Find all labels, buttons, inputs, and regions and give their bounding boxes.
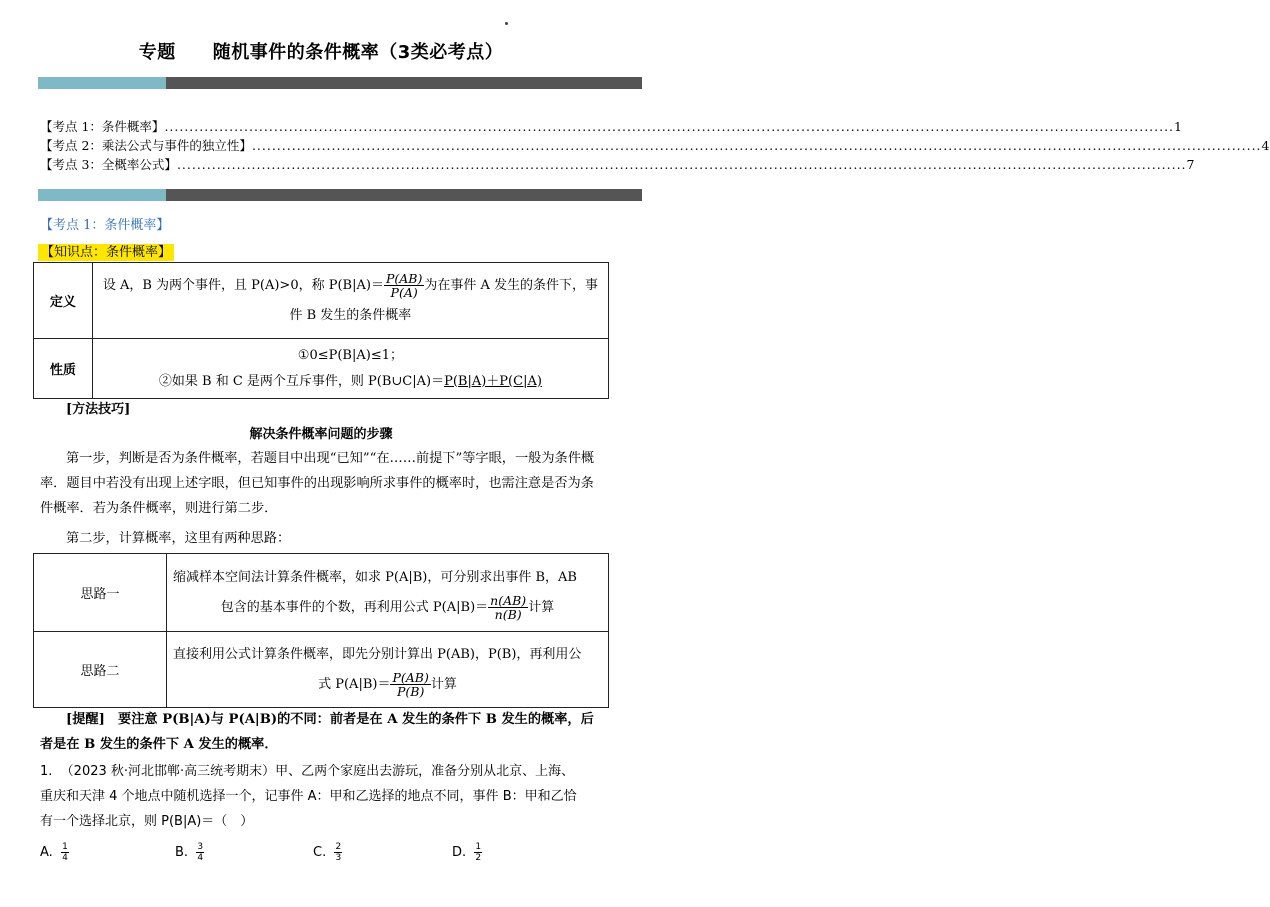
- definition-fraction: $\frac{P(AB)}{P(A)}$: [385, 270, 423, 300]
- option-c[interactable]: C. $\frac{2}{3}$: [313, 842, 342, 863]
- definition-text-2: 为在事件 A 发生的条件下，事: [424, 277, 598, 293]
- property-1: ①0≤P(B|A)≤1；: [297, 347, 403, 363]
- definition-text-1: 设 A，B 为两个事件，且 P(A)>0，称 P(B|A)＝: [102, 277, 384, 293]
- definition-text-3: 件 B 发生的条件概率: [289, 307, 412, 323]
- toc-item-1[interactable]: 【考点 1：条件概率】...........................................................................................................................................................................................................1: [40, 119, 1182, 134]
- definition-cell: [92, 263, 608, 339]
- approach-2-cell: [167, 632, 609, 708]
- section-heading: 【考点 1：条件概率】: [40, 218, 170, 233]
- approach-1-text: 缩减样本空间法计算条件概率，如求 P(A|B)，可分别求出事件 B，AB: [173, 569, 577, 585]
- toc-item-2[interactable]: 【考点 2：乘法公式与事件的独立性】...........................................................................................................................................................................................................4: [40, 138, 1270, 153]
- method-label: [方法技巧]: [66, 402, 131, 417]
- steps-heading: 解决条件概率问题的步骤: [249, 427, 393, 442]
- option-b[interactable]: B. $\frac{3}{4}$: [175, 842, 204, 863]
- reminder-paragraph: [提醒] 要注意 P(B|A)与 P(A|B)的不同：前者是在 A 发生的条件下 B 发生的概率，后者是在 B 发生的条件下 A 发生的概率．: [40, 712, 594, 752]
- approach-1-label: 思路一: [34, 554, 167, 632]
- approach-2-label: 思路二: [34, 632, 167, 708]
- question-text-2: 重庆和天津 4 个地点中随机选择一个，记事件 A：甲和乙选择的地点不同，事件 B：甲和乙恰: [40, 789, 577, 804]
- table-of-contents: [40, 117, 1270, 174]
- knowledge-point-label: 【知识点：条件概率】: [38, 244, 174, 261]
- section-divider-bar: [38, 189, 642, 201]
- step-2-paragraph: 第二步，计算概率，这里有两种思路：: [66, 531, 291, 546]
- approach-2-formula: 式 P(A|B)＝ $\frac{P(AB)}{P(B)}$ 计算: [318, 669, 457, 699]
- step-1-paragraph: 第一步，判断是否为条件概率，若题目中出现“已知”“在……前提下”等字眼，一般为条件概率．题目中若没有出现上述字眼，但已知事件的出现影响所求事件的概率时，也需注意是否为条件概率．若为条件概率，则进行第二步．: [40, 451, 595, 516]
- approach-2-text: 直接利用公式计算条件概率，即先分别计算出 P(AB)，P(B)，再利用公: [173, 646, 582, 662]
- page-title: 专题 随机事件的条件概率（3类必考点）: [138, 42, 504, 63]
- question-text-3: 有一个选择北京，则 P(B|A)＝（ ）: [40, 814, 254, 829]
- property-2: ②如果 B 和 C 是两个互斥事件，则 P(B∪C|A)＝P(B|A)＋P(C|A): [158, 373, 542, 389]
- toc-item-3[interactable]: 【考点 3：全概率公式】...........................................................................................................................................................................................................7: [40, 157, 1195, 172]
- question-text-1: （2023 秋·河北邯郸·高三统考期末）甲、乙两个家庭出去游玩，准备分别从北京、上海、: [60, 764, 575, 779]
- approach-1-formula: 包含的基本事件的个数，再利用公式 P(A|B)＝ $\frac{n(AB)}{n(B)}$ 计算: [220, 592, 555, 622]
- definition-label: 定义: [34, 263, 93, 339]
- corner-dot: [505, 22, 508, 25]
- definition-table: [33, 262, 609, 399]
- property-cell: [92, 339, 608, 399]
- option-a[interactable]: A. $\frac{1}{4}$: [40, 842, 68, 863]
- question-1: [40, 759, 606, 834]
- header-divider-bar: [38, 77, 642, 89]
- property-label: 性质: [34, 339, 93, 399]
- question-number: 1.: [40, 764, 53, 779]
- option-d[interactable]: D. $\frac{1}{2}$: [452, 842, 482, 863]
- approach-1-cell: [167, 554, 609, 632]
- approach-table: [33, 553, 609, 708]
